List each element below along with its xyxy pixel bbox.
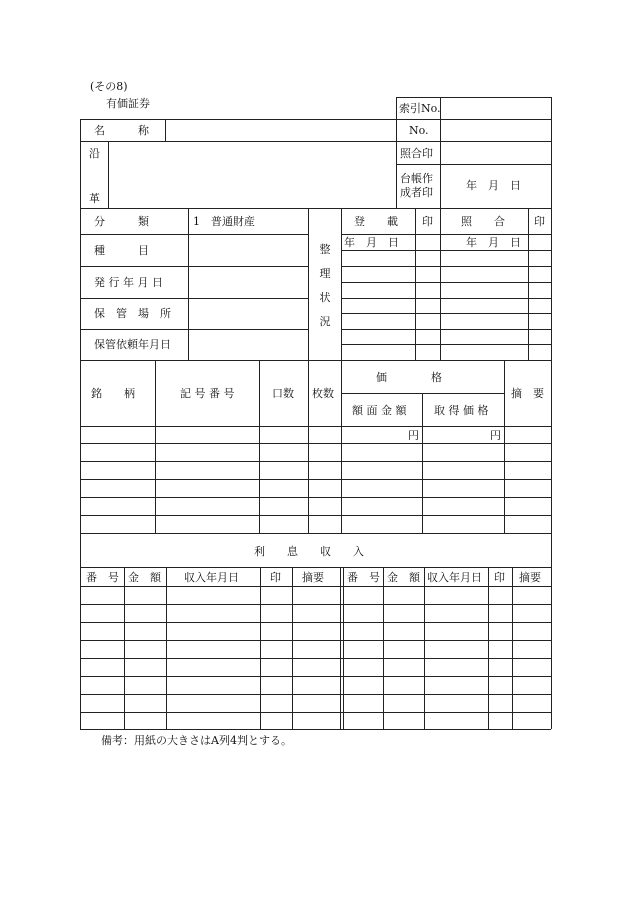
- form-doc-type: 有価証券: [106, 97, 150, 110]
- interest-seal-label: 印: [270, 571, 281, 584]
- arrangement-status-char: 況: [319, 315, 331, 328]
- rule: [80, 586, 551, 587]
- rule: [308, 208, 309, 360]
- rule: [80, 119, 551, 120]
- rule: [80, 298, 308, 299]
- rule: [383, 567, 384, 729]
- price-label: 価 格: [376, 371, 442, 384]
- face-value-label: 額 面 金 額: [352, 404, 407, 417]
- rule: [155, 360, 156, 533]
- rule: [124, 567, 125, 729]
- rule: [80, 479, 551, 480]
- rule: [80, 567, 551, 568]
- arrangement-status-char: 理: [319, 267, 331, 280]
- sheets-label: 枚数: [312, 387, 334, 400]
- rule: [396, 164, 551, 165]
- rule: [80, 694, 551, 695]
- rule: [80, 266, 308, 267]
- rule: [341, 282, 551, 283]
- ledger-creator-label: 成者印: [400, 186, 433, 199]
- history-label: 沿: [89, 147, 100, 160]
- name-label: 名 称: [94, 124, 149, 137]
- rule: [424, 567, 425, 729]
- rule: [108, 141, 109, 208]
- rule: [528, 208, 529, 360]
- rule: [188, 208, 189, 360]
- rule: [551, 208, 552, 360]
- rule: [80, 208, 81, 360]
- category-label: 分 類: [94, 215, 149, 228]
- issue-date-label: 発 行 年 月 日: [94, 276, 163, 289]
- rule: [80, 360, 81, 533]
- registry-date-right: 年 月 日: [466, 236, 521, 249]
- form-sub-number: (その8): [90, 80, 128, 93]
- rule: [341, 250, 551, 251]
- brand-label: 銘 柄: [91, 387, 135, 400]
- rule: [165, 119, 166, 141]
- rule: [166, 567, 167, 729]
- rule: [341, 298, 551, 299]
- registry-date-left: 年 月 日: [344, 236, 399, 249]
- rule: [80, 208, 551, 209]
- rule: [260, 567, 261, 729]
- index-no-label: 索引No.: [399, 102, 441, 115]
- interest-seal-label: 印: [494, 571, 505, 584]
- storage-request-label: 保管依頼年月日: [94, 338, 171, 351]
- no-label: No.: [409, 124, 429, 137]
- interest-income-title: 利 息 収 入: [254, 545, 364, 558]
- interest-amount-label: 金 額: [128, 571, 161, 584]
- remarks-label: 摘 要: [511, 387, 544, 400]
- ledger-date: 年 月 日: [466, 179, 521, 192]
- rule: [80, 141, 551, 142]
- rule: [80, 533, 551, 534]
- rule: [415, 208, 416, 360]
- collation-label: 照 合: [461, 215, 505, 228]
- interest-number-label: 番 号: [347, 571, 380, 584]
- storage-label: 保 管 場 所: [94, 307, 171, 320]
- rule: [396, 97, 397, 208]
- type-label: 種 目: [94, 244, 149, 257]
- history-label: 革: [89, 192, 100, 205]
- yen-unit: 円: [408, 429, 419, 442]
- rule: [80, 533, 81, 729]
- rule: [80, 497, 551, 498]
- category-value: 1 普通財産: [193, 215, 255, 228]
- rule: [80, 604, 551, 605]
- rule: [551, 360, 552, 533]
- rule: [80, 461, 551, 462]
- rule: [422, 393, 423, 533]
- rule: [308, 360, 309, 533]
- rule: [341, 266, 551, 267]
- rule: [343, 567, 344, 729]
- rule: [341, 208, 342, 360]
- rule: [80, 360, 551, 361]
- registered-label: 登 載: [354, 215, 398, 228]
- interest-remarks-label: 摘要: [519, 571, 541, 584]
- rule: [488, 567, 489, 729]
- rule: [80, 443, 551, 444]
- rule: [340, 567, 341, 729]
- symbol-number-label: 記 号 番 号: [180, 387, 235, 400]
- collation-seal-label: 照合印: [400, 147, 433, 160]
- rule: [80, 658, 551, 659]
- rule: [504, 360, 505, 533]
- footer-note: 備考：用紙の大きさはA列4判とする。: [101, 734, 292, 747]
- arrangement-status-char: 状: [319, 291, 331, 304]
- ledger-creator-label: 台帳作: [400, 172, 433, 185]
- rule: [80, 640, 551, 641]
- rule: [80, 622, 551, 623]
- rule: [259, 360, 260, 533]
- units-label: 口数: [272, 387, 294, 400]
- interest-amount-label: 金 額: [387, 571, 420, 584]
- rule: [80, 729, 551, 730]
- rule: [80, 712, 551, 713]
- rule: [341, 344, 551, 345]
- rule: [341, 360, 342, 533]
- rule: [80, 426, 551, 427]
- rule: [341, 234, 551, 235]
- interest-income-date-label: 収入年月日: [184, 571, 239, 584]
- rule: [341, 313, 551, 314]
- yen-unit: 円: [490, 429, 501, 442]
- rule: [80, 119, 81, 208]
- acquisition-price-label: 取 得 価 格: [434, 404, 489, 417]
- rule: [80, 234, 308, 235]
- rule: [551, 97, 552, 208]
- arrangement-status-char: 整: [319, 243, 331, 256]
- rule: [512, 567, 513, 729]
- collation-seal-label: 印: [534, 215, 545, 228]
- interest-income-date-label: 収入年月日: [427, 571, 482, 584]
- rule: [440, 208, 441, 360]
- interest-number-label: 番 号: [86, 571, 119, 584]
- rule: [80, 676, 551, 677]
- registry-seal-label: 印: [422, 215, 433, 228]
- rule: [551, 533, 552, 729]
- rule: [292, 567, 293, 729]
- rule: [80, 329, 308, 330]
- rule: [341, 329, 551, 330]
- rule: [80, 515, 551, 516]
- interest-remarks-label: 摘要: [302, 571, 324, 584]
- rule: [396, 97, 551, 98]
